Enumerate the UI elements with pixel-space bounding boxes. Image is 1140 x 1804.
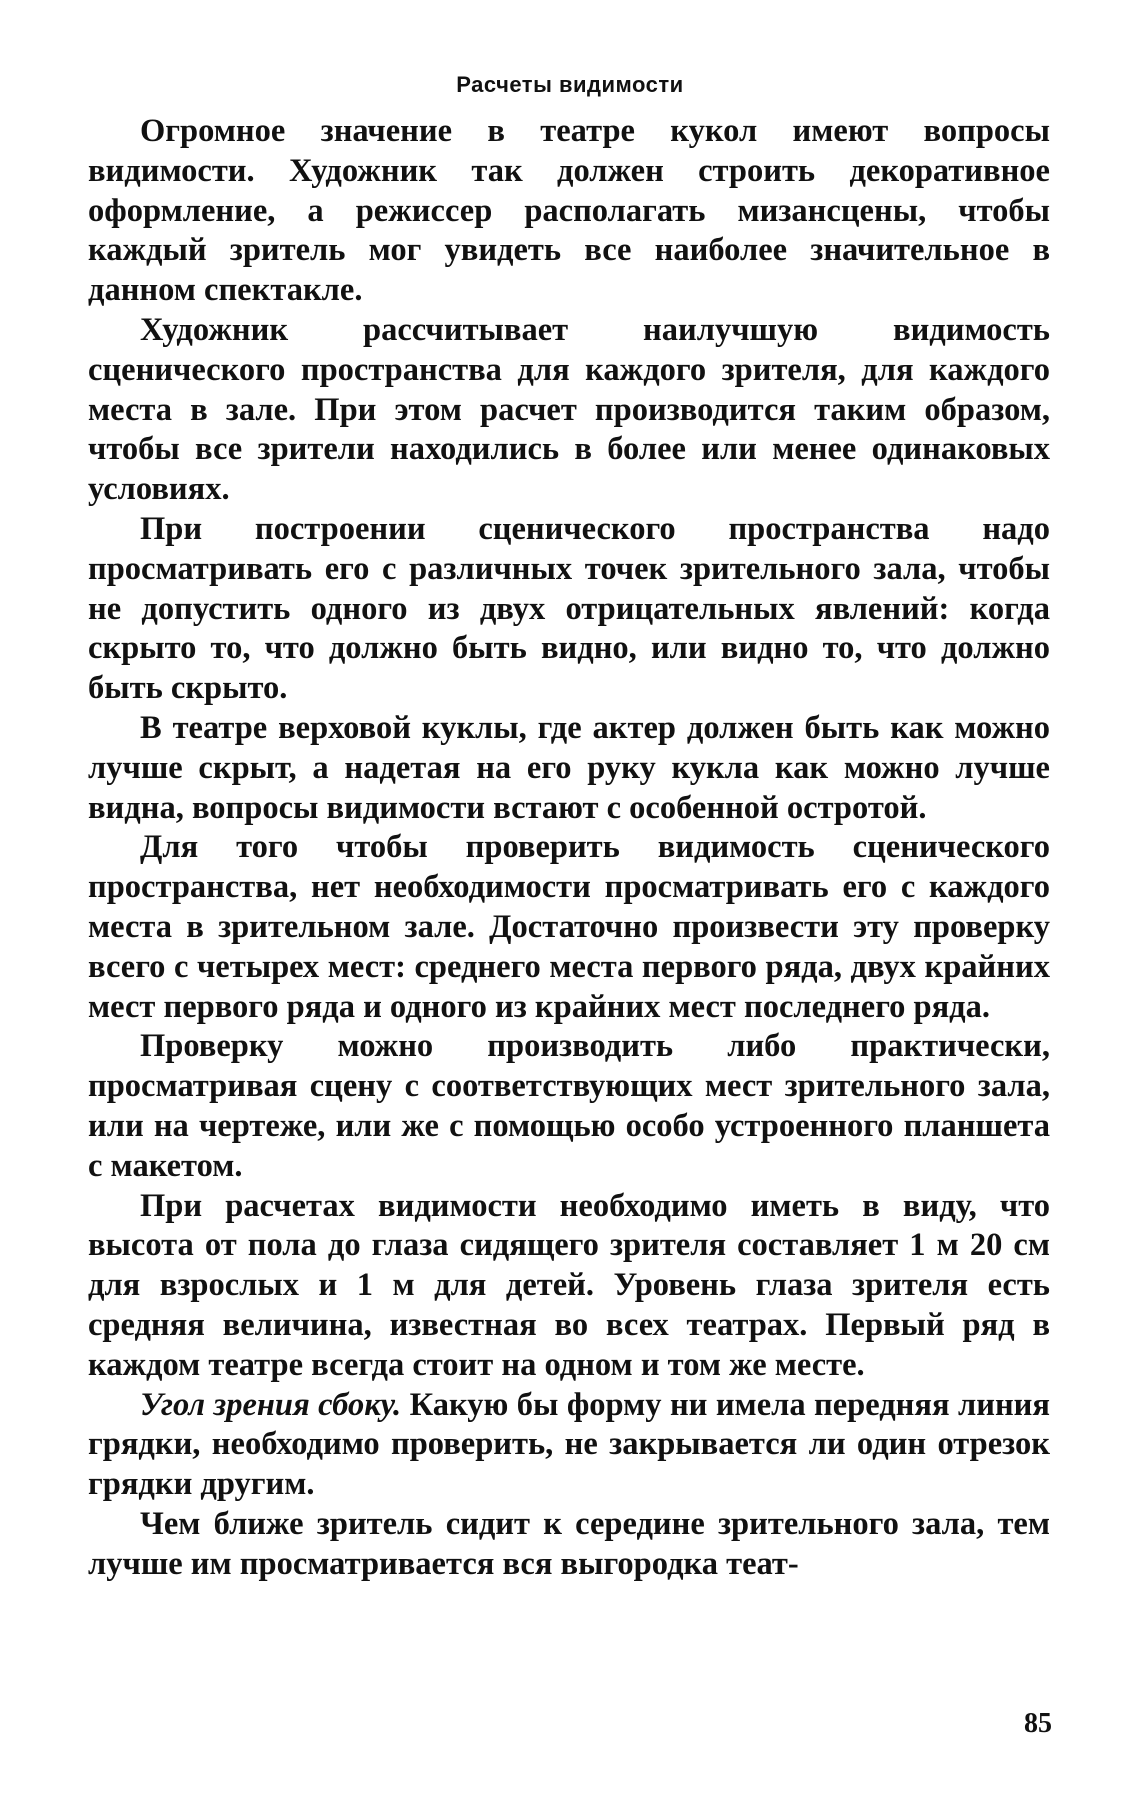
paragraph-text: Какую бы форму ни имела передняя линия грядки, необходимо проверить, не закрывается ли один отрезок грядки другим. bbox=[88, 1386, 1050, 1503]
paragraph: Художник рассчитывает наилучшую видимость сценического пространства для каждого зрителя, для каждого места в зале. При этом расчет производится таким образом, чтобы все зрители находились в более или менее одинаковых условиях. bbox=[88, 311, 1050, 508]
body-text bbox=[88, 112, 1050, 1584]
paragraph: В театре верховой куклы, где актер должен быть как можно лучше скрыт, а надетая на его руку кукла как можно лучше видна, вопросы видимости встают с особенной остротой. bbox=[88, 709, 1050, 826]
paragraph: Чем ближе зритель сидит к середине зрительного зала, тем лучше им просматривается вся выгородка теат- bbox=[88, 1505, 1050, 1582]
paragraph: Проверку можно производить либо практически, просматривая сцену с соответствующих мест зрительного зала, или на чертеже, или же с помощью особо устроенного планшета с макетом. bbox=[88, 1028, 1050, 1184]
paragraph: При построении сценического пространства надо просматривать его с различных точек зрительного зала, чтобы не допустить одного из двух отрицательных явлений: когда скрыто то, что должно быть видно, или видно то, что должно быть скрыто. bbox=[88, 510, 1050, 707]
section-heading: Расчеты видимости bbox=[456, 72, 684, 97]
paragraph: Для того чтобы проверить видимость сценического пространства, нет необходимости просматривать его с каждого места в зрительном зале. Достаточно произвести эту проверку всего с четырех мест: среднего места первого ряда, двух крайних мест первого ряда и одного из крайних мест последнего ряда. bbox=[88, 829, 1050, 1025]
italic-subheading: Угол зрения сбоку. bbox=[140, 1386, 402, 1423]
page-number: 85 bbox=[1024, 1708, 1052, 1739]
paragraph: Огромное значение в театре кукол имеют вопросы видимости. Художник так должен строить декоративное оформление, а режиссер располагать мизансцены, чтобы каждый зритель мог увидеть все наиболее значительное в данном спектакле. bbox=[88, 113, 1050, 309]
paragraph: При расчетах видимости необходимо иметь в виду, что высота от пола до глаза сидящего зрителя составляет 1 м 20 см для взрослых и 1 м для детей. Уровень глаза зрителя есть средняя величина, известная во всех театрах. Первый ряд в каждом театре всегда стоит на одном и том же месте. bbox=[88, 1187, 1050, 1383]
paragraph bbox=[88, 1386, 1050, 1505]
